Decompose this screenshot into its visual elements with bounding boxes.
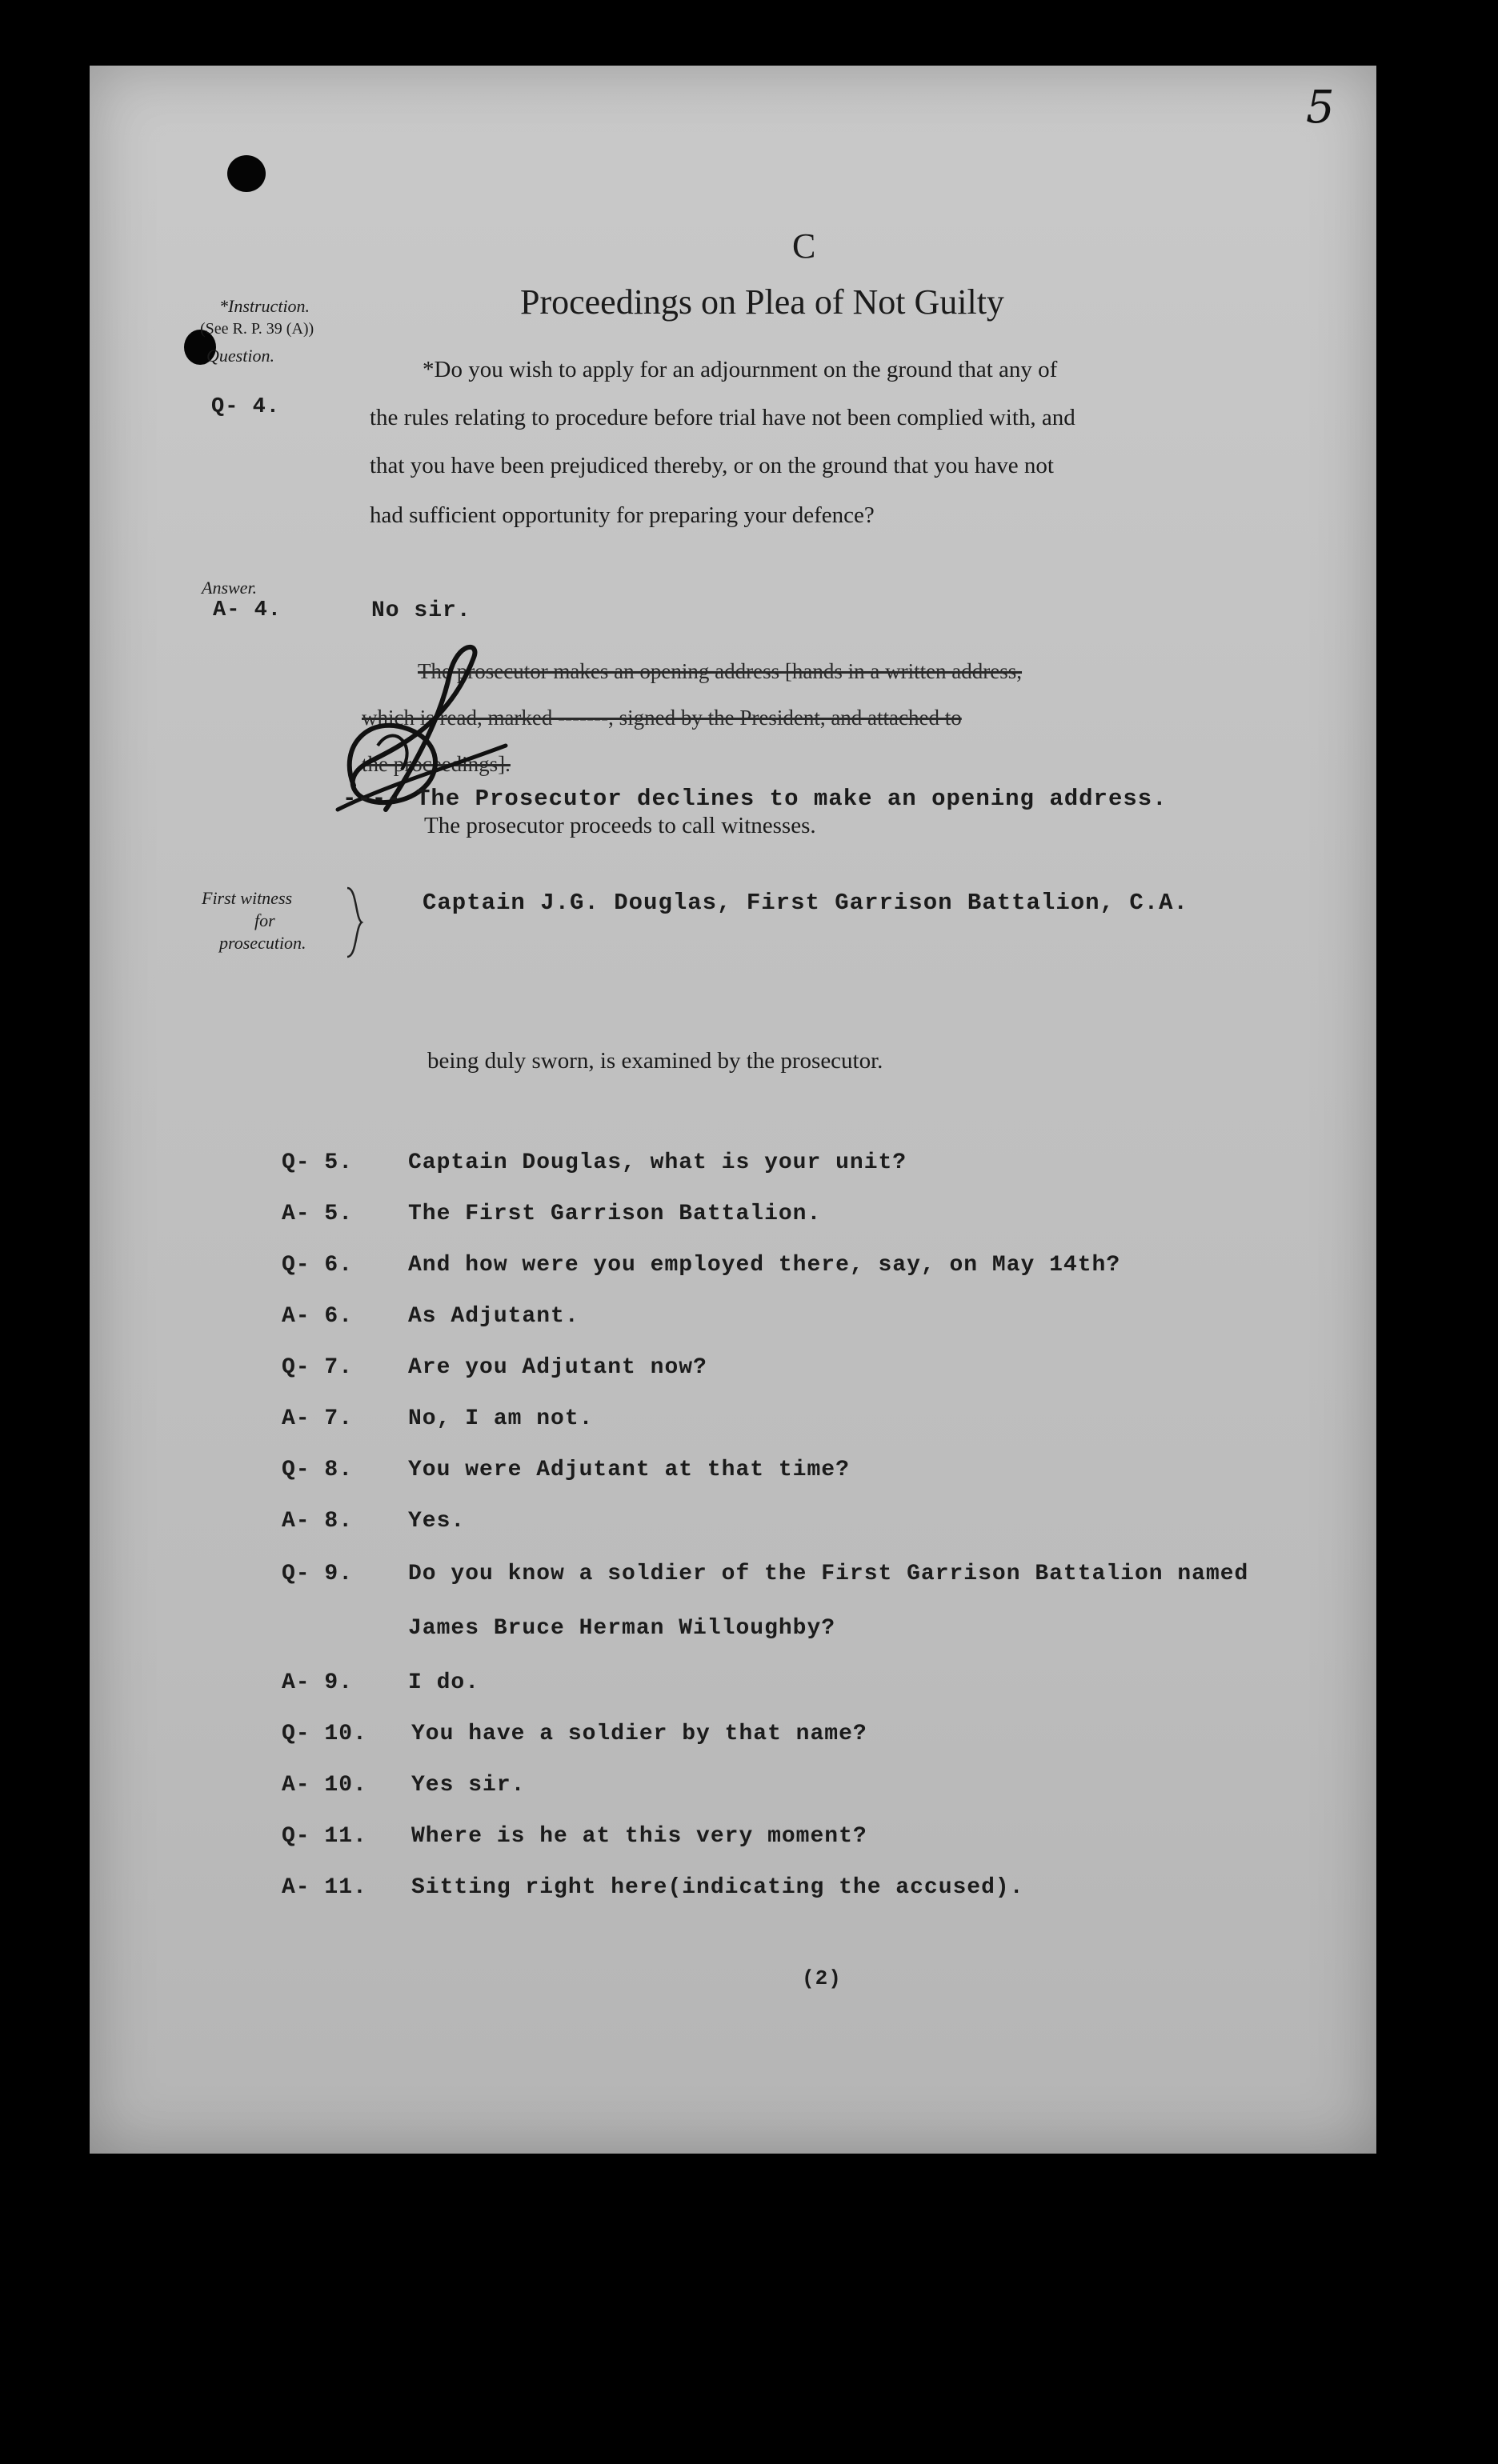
q4-line-3: that you have been prejudiced thereby, or on the ground that you have not bbox=[370, 453, 1054, 478]
qa-text: Sitting right here(indicating the accused). bbox=[411, 1875, 1024, 1900]
handwritten-page-number: 5 bbox=[1306, 82, 1335, 134]
a4-label: A- 4. bbox=[213, 598, 282, 622]
qa-label: Q- 6. bbox=[282, 1253, 354, 1278]
struck-line-1: The prosecutor makes an opening address [hands in a written address, bbox=[418, 659, 1023, 683]
qa-label: A- 9. bbox=[282, 1670, 354, 1695]
qa-text: Yes. bbox=[408, 1509, 466, 1534]
witness-margin-line-1: First witness bbox=[202, 888, 293, 908]
qa-label: Q- 9. bbox=[282, 1562, 354, 1586]
q4-line-4: had sufficient opportunity for preparing your defence? bbox=[370, 502, 875, 528]
qa-text: As Adjutant. bbox=[408, 1304, 579, 1329]
qa-label: A- 8. bbox=[282, 1509, 354, 1534]
qa-label: A- 7. bbox=[282, 1406, 354, 1431]
qa-text: And how were you employed there, say, on May 14th? bbox=[408, 1253, 1121, 1278]
qa-text: You have a soldier by that name? bbox=[411, 1722, 867, 1746]
margin-answer: Answer. bbox=[202, 578, 258, 598]
brace-icon bbox=[344, 886, 368, 958]
qa-text: Yes sir. bbox=[411, 1773, 526, 1798]
qa-label: Q- 11. bbox=[282, 1824, 367, 1849]
proceeds-line: The prosecutor proceeds to call witnesses. bbox=[424, 813, 816, 838]
declines-line: ---- The Prosecutor declines to make an opening address. bbox=[342, 786, 1168, 812]
margin-instruction: *Instruction. bbox=[219, 296, 310, 316]
struck-line-2: which is read, marked -------, signed by the President, and attached to bbox=[362, 706, 962, 730]
qa-text: The First Garrison Battalion. bbox=[408, 1202, 822, 1226]
qa-text: Are you Adjutant now? bbox=[408, 1355, 707, 1380]
sworn-line: being duly sworn, is examined by the prosecutor. bbox=[427, 1048, 883, 1074]
qa-text: No, I am not. bbox=[408, 1406, 594, 1431]
qa-text: You were Adjutant at that time? bbox=[408, 1458, 850, 1482]
qa-label: A- 10. bbox=[282, 1773, 367, 1798]
qa-text: I do. bbox=[408, 1670, 480, 1695]
qa-label: Q- 5. bbox=[282, 1150, 354, 1175]
q4-label: Q- 4. bbox=[211, 395, 281, 419]
qa-label: Q- 10. bbox=[282, 1722, 367, 1746]
margin-reference: (See R. P. 39 (A)) bbox=[200, 320, 314, 338]
q4-line-1: *Do you wish to apply for an adjournment on the ground that any of bbox=[423, 357, 1058, 382]
qa-text: Where is he at this very moment? bbox=[411, 1824, 867, 1849]
qa-text: Captain Douglas, what is your unit? bbox=[408, 1150, 907, 1175]
witness-margin-line-2: for bbox=[254, 910, 275, 930]
qa-label: A- 5. bbox=[282, 1202, 354, 1226]
ink-blot bbox=[227, 155, 266, 192]
qa-text: Do you know a soldier of the First Garrison Battalion named bbox=[408, 1562, 1249, 1586]
qa-label: A- 11. bbox=[282, 1875, 367, 1900]
qa-text: James Bruce Herman Willoughby? bbox=[408, 1616, 836, 1641]
qa-label: Q- 7. bbox=[282, 1355, 354, 1380]
a4-text: No sir. bbox=[371, 598, 471, 623]
margin-question: Question. bbox=[206, 346, 274, 366]
struck-line-3: the proceedings]. bbox=[362, 752, 511, 776]
witness-name: Captain J.G. Douglas, First Garrison Battalion, C.A. bbox=[423, 890, 1188, 916]
page-title: Proceedings on Plea of Not Guilty bbox=[520, 282, 1004, 322]
q4-line-2: the rules relating to procedure before trial have not been complied with, and bbox=[370, 405, 1075, 430]
witness-margin-line-3: prosecution. bbox=[219, 933, 306, 953]
qa-label: Q- 8. bbox=[282, 1458, 354, 1482]
qa-label: A- 6. bbox=[282, 1304, 354, 1329]
document-page bbox=[90, 66, 1376, 2154]
section-letter: C bbox=[792, 226, 816, 266]
footer-page-number: (2) bbox=[802, 1966, 842, 1990]
